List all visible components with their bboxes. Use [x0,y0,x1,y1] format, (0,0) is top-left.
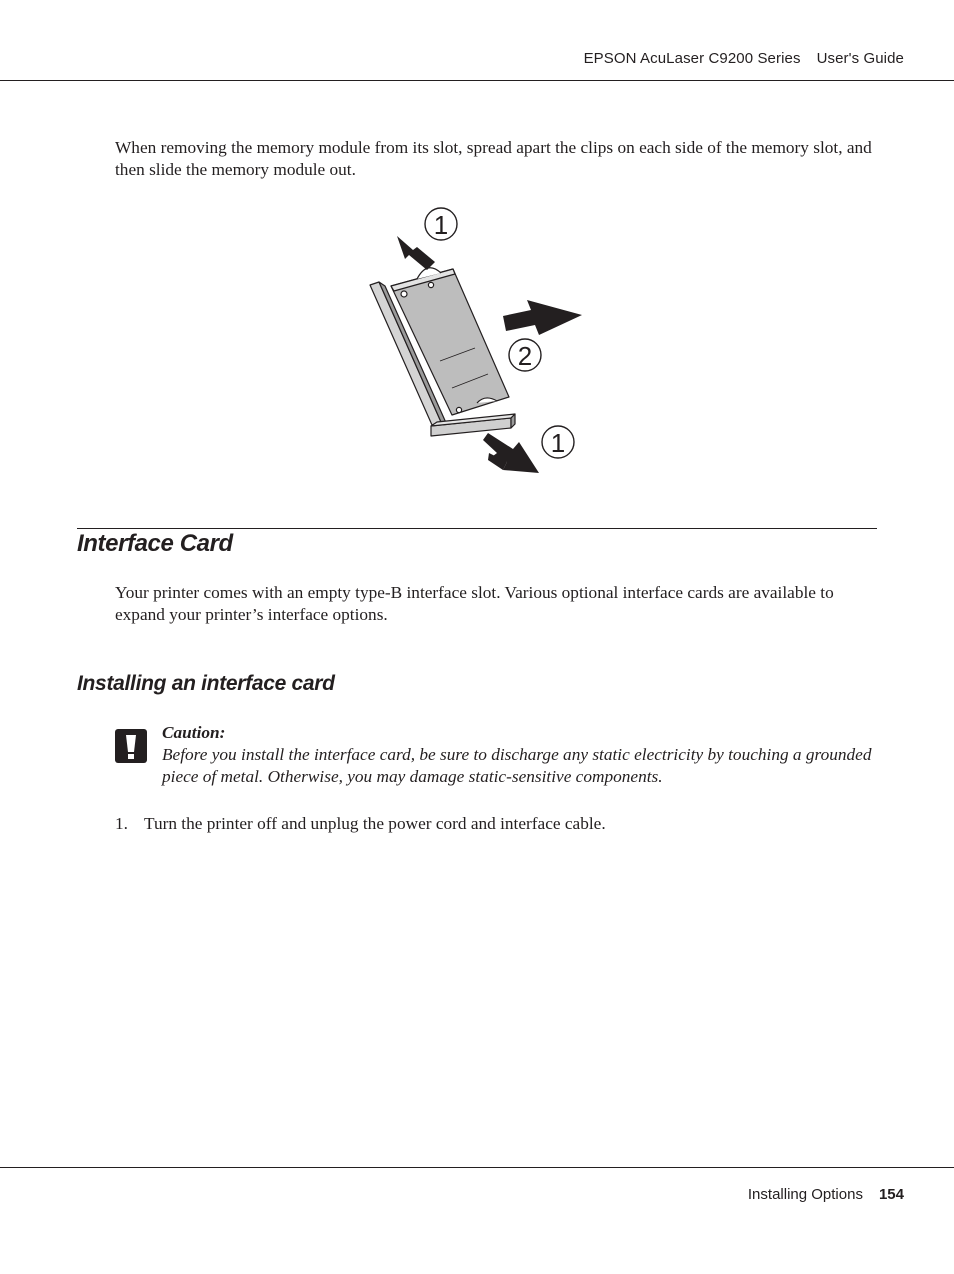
callout-bottom-label: 1 [550,428,566,458]
header-product: EPSON AcuLaser C9200 Series [583,50,801,67]
caution-block [162,722,882,788]
header-rule [0,80,954,81]
caution-title: Caution: [162,723,226,742]
callout-top-label: 1 [433,210,449,240]
arrow-clip-top-icon [397,236,435,270]
caution-icon [115,729,147,763]
section-paragraph: Your printer comes with an empty type-B interface slot. Various optional interface cards are available to expand your printer’s interface options. [115,583,834,624]
page-header [584,50,904,67]
arrow-clip-bottom-icon [483,433,539,473]
arrow-slide-out-icon [503,300,582,335]
header-guide: User's Guide [816,50,904,67]
subsection-title: Installing an interface card [77,672,335,695]
caution-text: Before you install the interface card, be sure to discharge any static electricity by touching a grounded piece of metal. Otherwise, you may damage static-sensitive components. [162,745,872,786]
callout-middle-label: 2 [517,341,533,371]
page-number: 154 [878,1186,904,1203]
callout-bottom [542,426,574,458]
footer-rule [0,1167,954,1168]
step-text: Turn the printer off and unplug the power cord and interface cable. [144,814,606,833]
footer-section: Installing Options [747,1186,863,1203]
step-number: 1. [115,814,128,833]
section-rule [77,528,877,529]
section-title: Interface Card [77,530,233,557]
callout-top [425,208,457,240]
step-item [115,813,881,835]
callout-middle [509,339,541,371]
page-footer [748,1186,904,1203]
memory-module-removal-illustration [355,198,595,483]
intro-paragraph: When removing the memory module from its slot, spread apart the clips on each side of the memory slot, and then slide the memory module out. [115,138,872,179]
